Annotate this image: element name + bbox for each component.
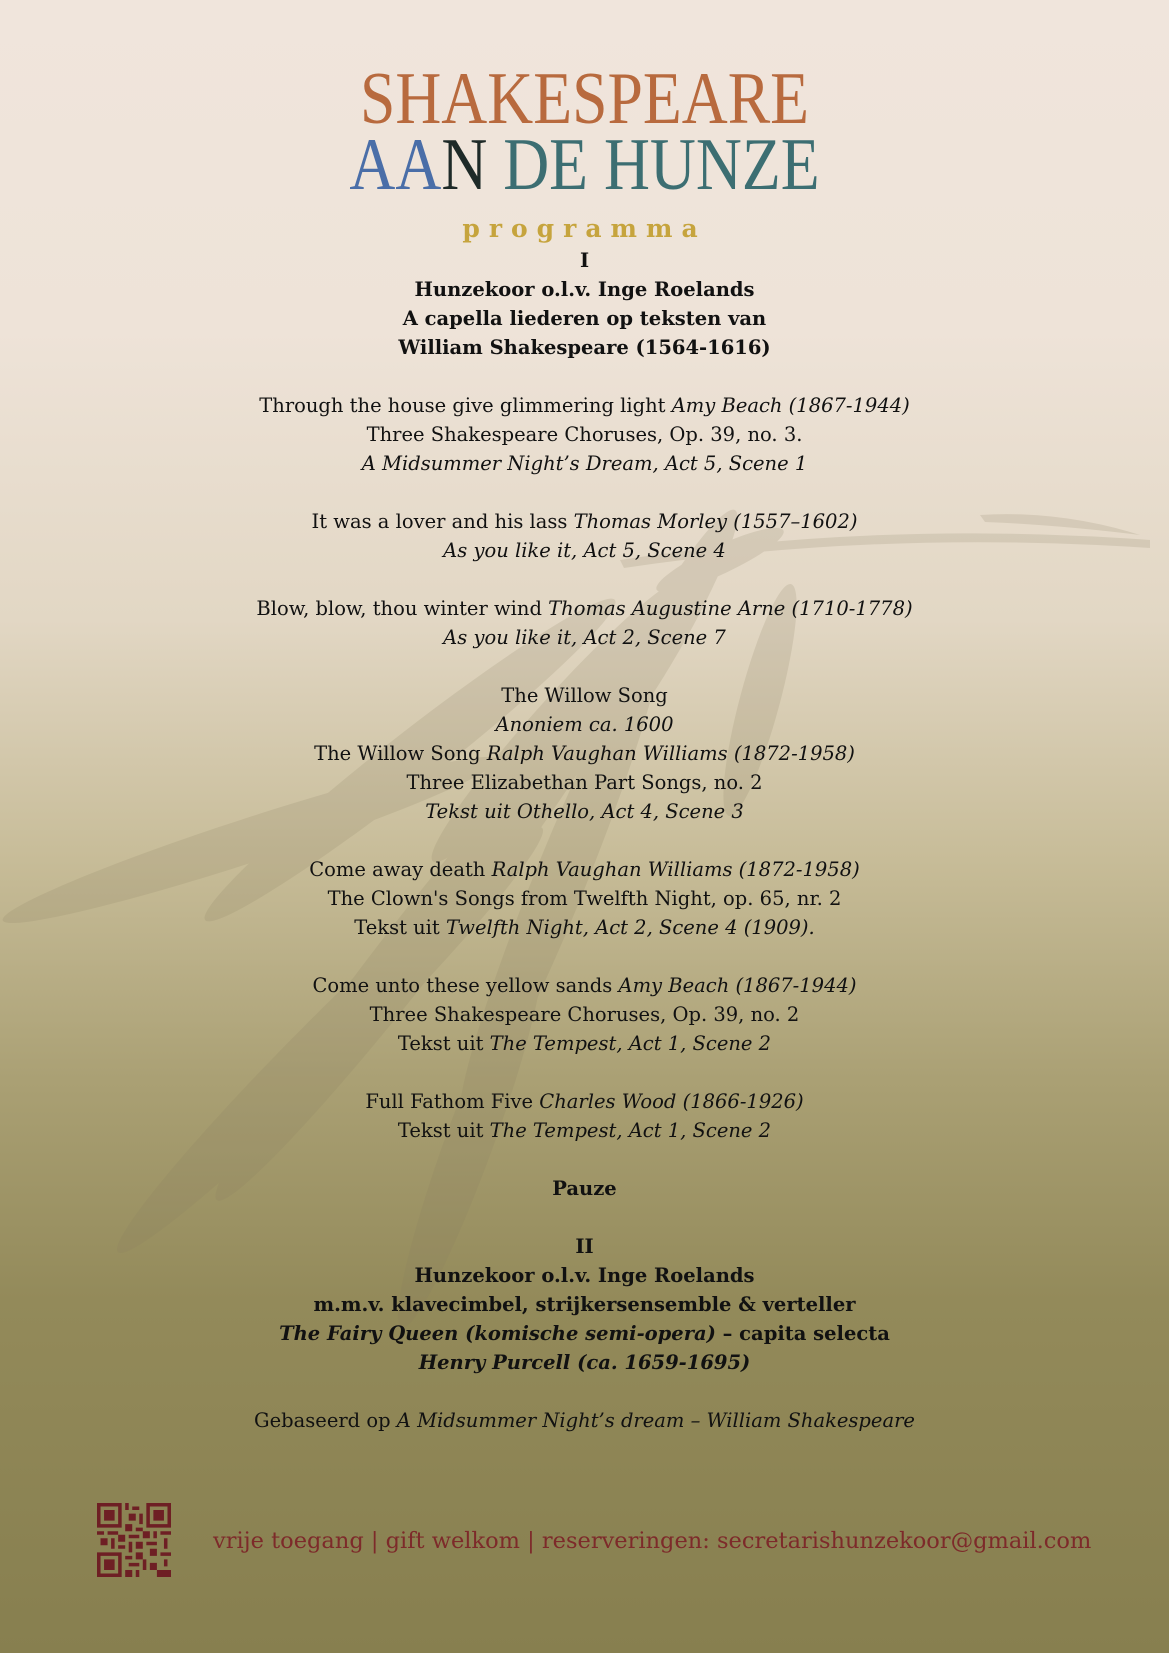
footer-info: vrije toegang | gift welkom | reserveringen: secretarishunzekoor@gmail.com <box>213 1528 1092 1554</box>
song-collection: The Clown's Songs from Twelfth Night, op. 65, nr. 2 <box>327 887 842 910</box>
program-body <box>0 246 1169 1435</box>
song-title: Come away death <box>309 858 492 881</box>
qr-code-icon[interactable] <box>97 1503 171 1577</box>
song-composer: Amy Beach (1867-1944) <box>671 394 910 417</box>
song-collection: Three Shakespeare Choruses, Op. 39, no. 2 <box>369 1003 800 1026</box>
song-title-line <box>0 971 1169 1000</box>
subtitle-programma: programma <box>462 214 707 243</box>
song-composer: Anoniem ca. 1600 <box>495 713 674 736</box>
work-title: The Fairy Queen (komische semi-opera) <box>279 1322 716 1345</box>
song-title-line <box>0 391 1169 420</box>
work-suffix: – capita selecta <box>715 1322 890 1345</box>
song-source: The Tempest, Act 1, Scene 2 <box>489 1032 772 1055</box>
part-2-numeral: II <box>575 1235 594 1258</box>
song-title: Through the house give glimmering light <box>259 394 672 417</box>
poster-title <box>0 58 1169 206</box>
song-title: The Willow Song <box>501 684 668 707</box>
song-title-line <box>0 855 1169 884</box>
song-title: Full Fathom Five <box>365 1090 540 1113</box>
song-source-line <box>0 1116 1169 1145</box>
song-composer: Thomas Augustine Arne (1710-1778) <box>548 597 913 620</box>
song-source-prefix: Tekst uit <box>354 916 446 939</box>
based-on-source: A Midsummer Night’s dream – William Shakespeare <box>396 1409 915 1432</box>
part-2-composer: Henry Purcell (ca. 1659-1695) <box>418 1351 751 1374</box>
song-collection: Three Shakespeare Choruses, Op. 39, no. 3. <box>366 423 803 446</box>
song-collection: Three Elizabethan Part Songs, no. 2 <box>406 771 763 794</box>
song-source-line <box>0 1029 1169 1058</box>
title-n: N <box>441 124 488 206</box>
song-source: Twelfth Night, Act 2, Scene 4 (1909). <box>445 916 815 939</box>
title-de-hunze: DE HUNZE <box>487 124 820 206</box>
song-title: The Willow Song <box>314 742 487 765</box>
part-2-ensemble: m.m.v. klavecimbel, strijkersensemble & verteller <box>313 1293 856 1316</box>
part-1-choir: Hunzekoor o.l.v. Inge Roelands <box>414 278 755 301</box>
song-source-prefix: Tekst uit <box>397 1032 490 1055</box>
title-line-aan-de-hunze <box>82 124 1087 206</box>
song-source: As you like it, Act 5, Scene 4 <box>443 539 726 562</box>
song-source: A Midsummer Night’s Dream, Act 5, Scene 1 <box>361 452 808 475</box>
part-1-heading: A capella liederen op teksten van <box>402 307 767 330</box>
song-title-line <box>0 739 1169 768</box>
song-title-line <box>0 594 1169 623</box>
song-source-prefix: Tekst uit <box>397 1119 490 1142</box>
song-composer: Ralph Vaughan Williams (1872-1958) <box>486 742 855 765</box>
song-source: The Tempest, Act 1, Scene 2 <box>489 1119 772 1142</box>
song-title: Blow, blow, thou winter wind <box>256 597 549 620</box>
based-on-prefix: Gebaseerd op <box>254 1409 397 1432</box>
part-1-heading-poet: William Shakespeare (1564-1616) <box>398 336 771 359</box>
song-title-line <box>0 1087 1169 1116</box>
song-composer: Charles Wood (1866-1926) <box>539 1090 804 1113</box>
pause-label: Pauze <box>552 1177 617 1200</box>
part-2-work <box>0 1319 1169 1348</box>
based-on-line <box>0 1406 1169 1435</box>
song-composer: Ralph Vaughan Williams (1872-1958) <box>491 858 860 881</box>
part-2-choir: Hunzekoor o.l.v. Inge Roelands <box>414 1264 755 1287</box>
song-composer: Amy Beach (1867-1944) <box>618 974 857 997</box>
title-aa: AA <box>349 124 442 206</box>
part-1-numeral: I <box>579 249 590 272</box>
song-source: Tekst uit Othello, Act 4, Scene 3 <box>425 800 744 823</box>
title-line-shakespeare: SHAKESPEARE <box>359 58 810 140</box>
song-title: Come unto these yellow sands <box>312 974 619 997</box>
song-title-line <box>0 507 1169 536</box>
song-composer: Thomas Morley (1557–1602) <box>573 510 858 533</box>
song-title: It was a lover and his lass <box>311 510 574 533</box>
song-source-line <box>0 913 1169 942</box>
song-source: As you like it, Act 2, Scene 7 <box>443 626 726 649</box>
